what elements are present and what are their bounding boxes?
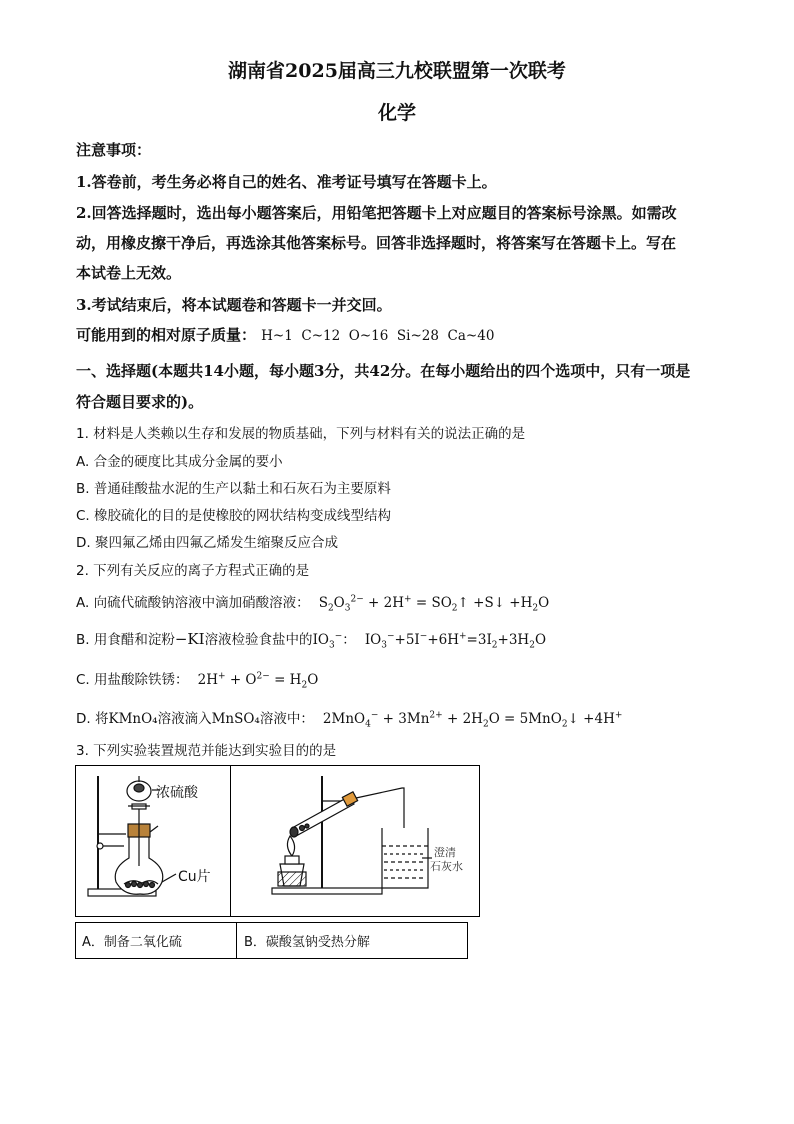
- q3-stem: 3. 下列实验装置规范并能达到实验目的的是: [76, 743, 337, 759]
- q2-option-b-equation: $IO_3^-+5I^-+6H^+=3I_2+3H_2O$: [364, 631, 547, 651]
- figure-b-label-line-1: 澄清: [434, 846, 456, 859]
- q3-figure-box: [75, 765, 480, 917]
- notice-item-2-line-2: 动，用橡皮擦干净后，再选涂其他答案标号。回答非选择题时，将答案写在答题卡上。写在: [76, 234, 677, 252]
- atomic-mass-line: [76, 324, 494, 345]
- q2-stem: 2. 下列有关反应的离子方程式正确的是: [76, 563, 310, 579]
- q1-option-a: A. 合金的硬度比其成分金属的要小: [76, 454, 283, 470]
- section-heading-line-1: 一、选择题(本题共14小题，每小题3分，共42分。在每小题给出的四个选项中，只有一项是: [76, 362, 691, 380]
- caption-divider: [236, 923, 237, 958]
- q2-option-d-kmno4: KMnO₄: [108, 711, 158, 727]
- q2-option-b-ki: −KI: [174, 630, 205, 648]
- atomic-mass-label: 可能用到的相对原子质量：: [76, 326, 257, 344]
- q3-caption-box: [75, 922, 468, 959]
- q2-option-d-mnso4: MnSO₄: [211, 711, 260, 727]
- q1-option-b: B. 普通硅酸盐水泥的生产以黏土和石灰石为主要原料: [76, 481, 391, 497]
- notice-item-3: 3.考试结束后，将本试题卷和答题卡一并交回。: [76, 296, 392, 314]
- q2-option-d-text-3: 溶液中：: [259, 711, 314, 727]
- q2-option-d: [76, 707, 623, 730]
- q2-option-a: [76, 591, 550, 614]
- q1-option-c: C. 橡胶硫化的目的是使橡胶的网状结构变成线型结构: [76, 508, 392, 524]
- figure-b-label-line-2: 石灰水: [430, 860, 463, 873]
- q2-option-d-text-1: D. 将: [76, 711, 109, 727]
- q1-option-d: D. 聚四氟乙烯由四氟乙烯发生缩聚反应合成: [76, 535, 338, 551]
- q2-option-b-text-2: 溶液检验食盐中的: [204, 632, 313, 648]
- q2-option-d-text-2: 溶液滴入: [157, 711, 212, 727]
- q3-caption-a: A．制备二氧化硫: [82, 935, 182, 950]
- q2-option-c: [76, 668, 319, 691]
- figure-b-apparatus: [232, 766, 478, 916]
- exam-title: 湖南省2025届高三九校联盟第一次联考: [228, 60, 566, 82]
- q2-option-b-text-1: B. 用食醋和淀粉: [76, 632, 175, 648]
- q2-option-c-text: C. 用盐酸除铁锈：: [76, 672, 189, 688]
- q2-option-a-text: A. 向硫代硫酸钠溶液中滴加硝酸溶液：: [76, 595, 310, 611]
- notice-item-2-line-1: 2.回答选择题时，选出每小题答案后，用铅笔把答题卡上对应题目的答案标号涂黑。如需改: [76, 204, 677, 222]
- notice-heading: 注意事项：: [76, 141, 152, 159]
- section-heading-line-2: 符合题目要求的)。: [76, 393, 204, 411]
- notice-item-1: 1.答卷前，考生务必将自己的姓名、准考证号填写在答题卡上。: [76, 173, 497, 191]
- q2-option-a-equation: $S_2O_3^{2-} + 2H^+$ = $SO_2↑$ +S↓ $+H_2O$: [318, 594, 550, 614]
- q3-caption-b: B．碳酸氢钠受热分解: [244, 935, 370, 950]
- figure-a-apparatus: [76, 766, 230, 916]
- figure-a-label-cu: Cu片: [178, 869, 211, 885]
- notice-item-2-line-3: 本试卷上无效。: [76, 264, 182, 282]
- q2-option-d-equation: $2MnO_4^- + 3Mn^{2+} + 2H_2O$ = 5MnO$_2$↓ +4H+: [322, 710, 623, 730]
- figure-a-label-acid: 浓硫酸: [156, 785, 198, 801]
- q2-option-b-colon: ：: [342, 632, 356, 648]
- figure-divider: [230, 766, 231, 916]
- subject-title: 化学: [377, 102, 416, 124]
- q2-option-c-equation: $2H^+ + O^{2-} = H_2O$: [197, 671, 319, 691]
- atomic-mass-values: H~1 C~12 O~16 Si~28 Ca~40: [261, 328, 495, 344]
- q2-option-b: B. 用食醋和淀粉−KI溶液检验食盐中的$IO_3^-$： $IO_3^-+5I^-+6H^+=3I_2+3H_2O$: [76, 630, 547, 651]
- q1-stem: 1. 材料是人类赖以生存和发展的物质基础，下列与材料有关的说法正确的是: [76, 426, 526, 442]
